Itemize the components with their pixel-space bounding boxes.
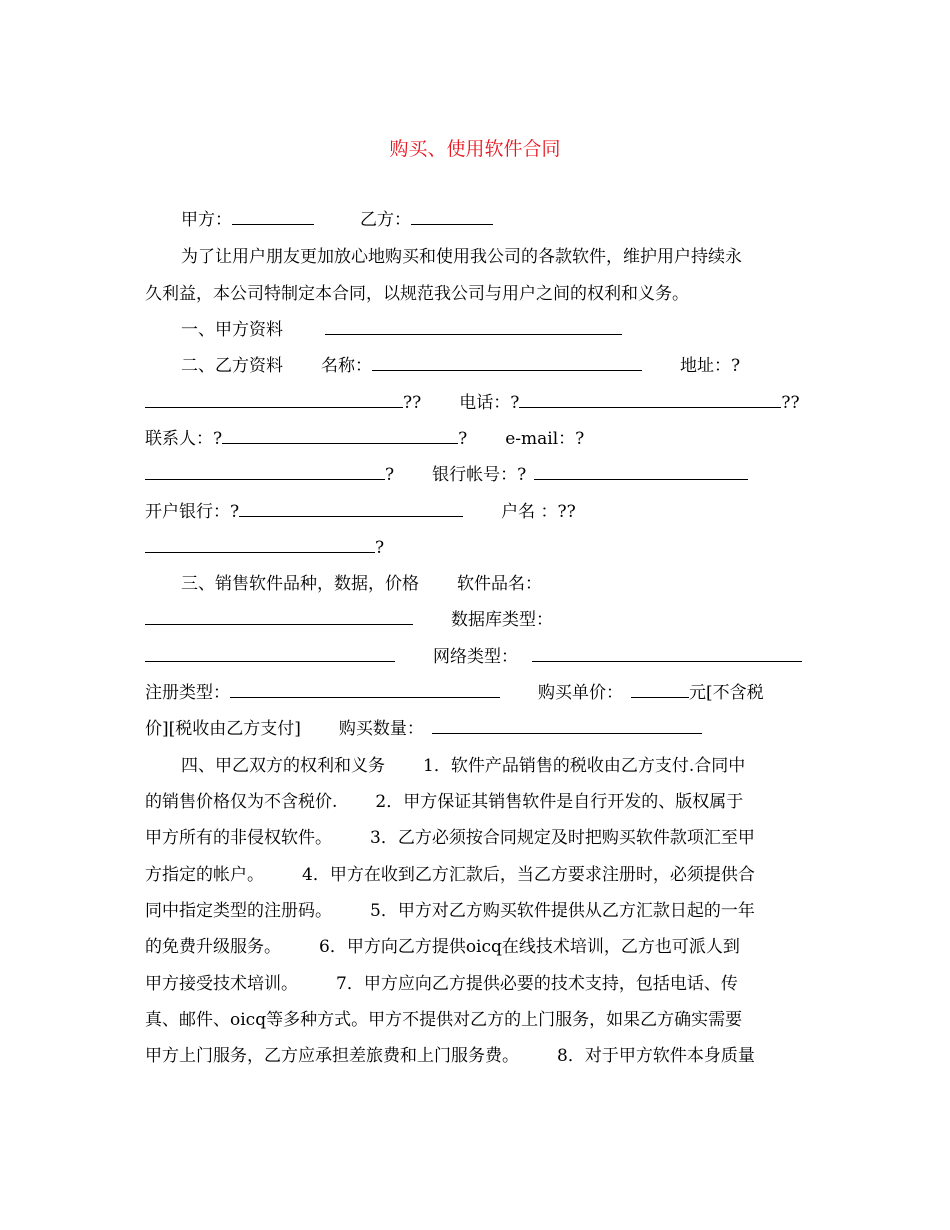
- intro-line-2: 久利益，本公司特制定本合同，以规范我公司与用户之间的权利和义务。: [145, 284, 689, 304]
- software-name-blank: [145, 605, 413, 625]
- register-type-label: 注册类型：: [145, 683, 230, 703]
- phone-label: 电话：?: [459, 393, 520, 413]
- register-line: [145, 678, 764, 708]
- clause-5: 5．甲方对乙方购买软件提供从乙方汇款日起的一年: [370, 901, 755, 921]
- clause-line-5: [145, 896, 755, 926]
- email-suffix: ?: [385, 465, 395, 485]
- contact-suffix: ?: [458, 429, 468, 449]
- bank-name-label: 开户银行：?: [145, 502, 240, 522]
- clause-line-9: [145, 1041, 755, 1071]
- clause-6-end: 甲方接受技术培训。: [145, 974, 298, 994]
- section-2-line: [181, 351, 740, 381]
- name-blank: [372, 351, 642, 371]
- contact-line: [145, 424, 584, 454]
- clause-7-end: 甲方上门服务，乙方应承担差旅费和上门服务费。: [145, 1046, 519, 1066]
- database-line: [145, 605, 553, 635]
- contract-title: 购买、使用软件合同: [389, 138, 561, 160]
- quantity-blank: [432, 714, 702, 734]
- contact-blank: [222, 424, 458, 444]
- clause-6: 6．甲方向乙方提供oicq在线技术培训，乙方也可派人到: [319, 937, 740, 957]
- account-name-label: 户名 ：??: [501, 502, 576, 522]
- party-line: [181, 205, 493, 235]
- account-name-suffix: ?: [375, 538, 385, 558]
- name-label: 名称：: [321, 356, 372, 376]
- address-suffix: ??: [403, 393, 422, 413]
- party-a-label: 甲方：: [181, 210, 232, 230]
- clause-line-7: [145, 969, 738, 999]
- address-phone-line: [145, 388, 800, 418]
- section-3-line: [181, 569, 542, 599]
- bank-account-label: 银行帐号：?: [432, 465, 527, 485]
- email-label: e-mail：?: [505, 429, 585, 449]
- software-name-label: 软件品名：: [457, 574, 542, 594]
- database-type-label: 数据库类型：: [451, 610, 553, 630]
- bank-account-blank: [534, 460, 748, 480]
- bank-name-blank: [239, 497, 463, 517]
- clause-line-8: 真、邮件、oicq等多种方式。甲方不提供对乙方的上门服务，如果乙方确实需要: [145, 1010, 743, 1030]
- unit-price-label: 购买单价：: [538, 683, 623, 703]
- section-2-heading: 二、乙方资料: [181, 356, 283, 376]
- contact-label: 联系人：?: [145, 429, 223, 449]
- clause-1-end: 的销售价格仅为不含税价.: [145, 792, 338, 812]
- quantity-label: 购买数量：: [338, 719, 424, 739]
- unit-price-blank: [631, 678, 689, 698]
- email-blank: [145, 460, 385, 480]
- section-4-heading: 四、甲乙双方的权利和义务: [181, 756, 385, 776]
- clause-line-3: [145, 823, 755, 853]
- clause-8: 8．对于甲方软件本身质量: [557, 1046, 755, 1066]
- clause-2: 2．甲方保证其销售软件是自行开发的、版权属于: [375, 792, 744, 812]
- bank-line: [145, 497, 576, 527]
- section-4-line: [181, 751, 745, 781]
- clause-line-4: [145, 860, 755, 890]
- clause-3-end: 方指定的帐户。: [145, 865, 264, 885]
- account-name-line: [145, 533, 384, 563]
- account-name-blank: [145, 533, 375, 553]
- network-type-label: 网络类型：: [433, 647, 518, 667]
- clause-1: 1．软件产品销售的税收由乙方支付.合同中: [423, 756, 746, 776]
- network-type-blank: [532, 642, 802, 662]
- clause-3: 3．乙方必须按合同规定及时把购买软件款项汇至甲: [370, 828, 755, 848]
- clause-5-end: 的免费升级服务。: [145, 937, 281, 957]
- email-bank-line: [145, 460, 748, 490]
- address-label: 地址：?: [680, 356, 741, 376]
- section-1-heading: 一、甲方资料: [181, 320, 283, 340]
- network-line: [145, 642, 802, 672]
- phone-suffix: ??: [781, 393, 800, 413]
- section-3-heading: 三、销售软件品种，数据，价格: [181, 574, 419, 594]
- register-type-blank: [230, 678, 500, 698]
- database-type-blank: [145, 642, 395, 662]
- tax-note: 价][税收由乙方支付]: [145, 719, 301, 739]
- clause-4: 4．甲方在收到乙方汇款后，当乙方要求注册时，必须提供合: [302, 865, 755, 885]
- unit-price-suffix: 元[不含税: [689, 683, 764, 703]
- clause-line-6: [145, 932, 740, 962]
- quantity-line: [145, 714, 702, 744]
- clause-line-2: [145, 787, 743, 817]
- party-b-label: 乙方：: [360, 210, 411, 230]
- address-blank: [145, 388, 403, 408]
- party-a-blank: [232, 205, 314, 225]
- party-b-blank: [411, 205, 493, 225]
- phone-blank: [519, 388, 781, 408]
- intro-line-1: 为了让用户朋友更加放心地购买和使用我公司的各款软件，维护用户持续永: [181, 247, 742, 267]
- clause-2-end: 甲方所有的非侵权软件。: [145, 828, 332, 848]
- clause-4-end: 同中指定类型的注册码。: [145, 901, 332, 921]
- party-a-info-blank: [325, 315, 622, 335]
- section-1-line: [181, 315, 622, 345]
- clause-7: 7．甲方应向乙方提供必要的技术支持，包括电话、传: [336, 974, 738, 994]
